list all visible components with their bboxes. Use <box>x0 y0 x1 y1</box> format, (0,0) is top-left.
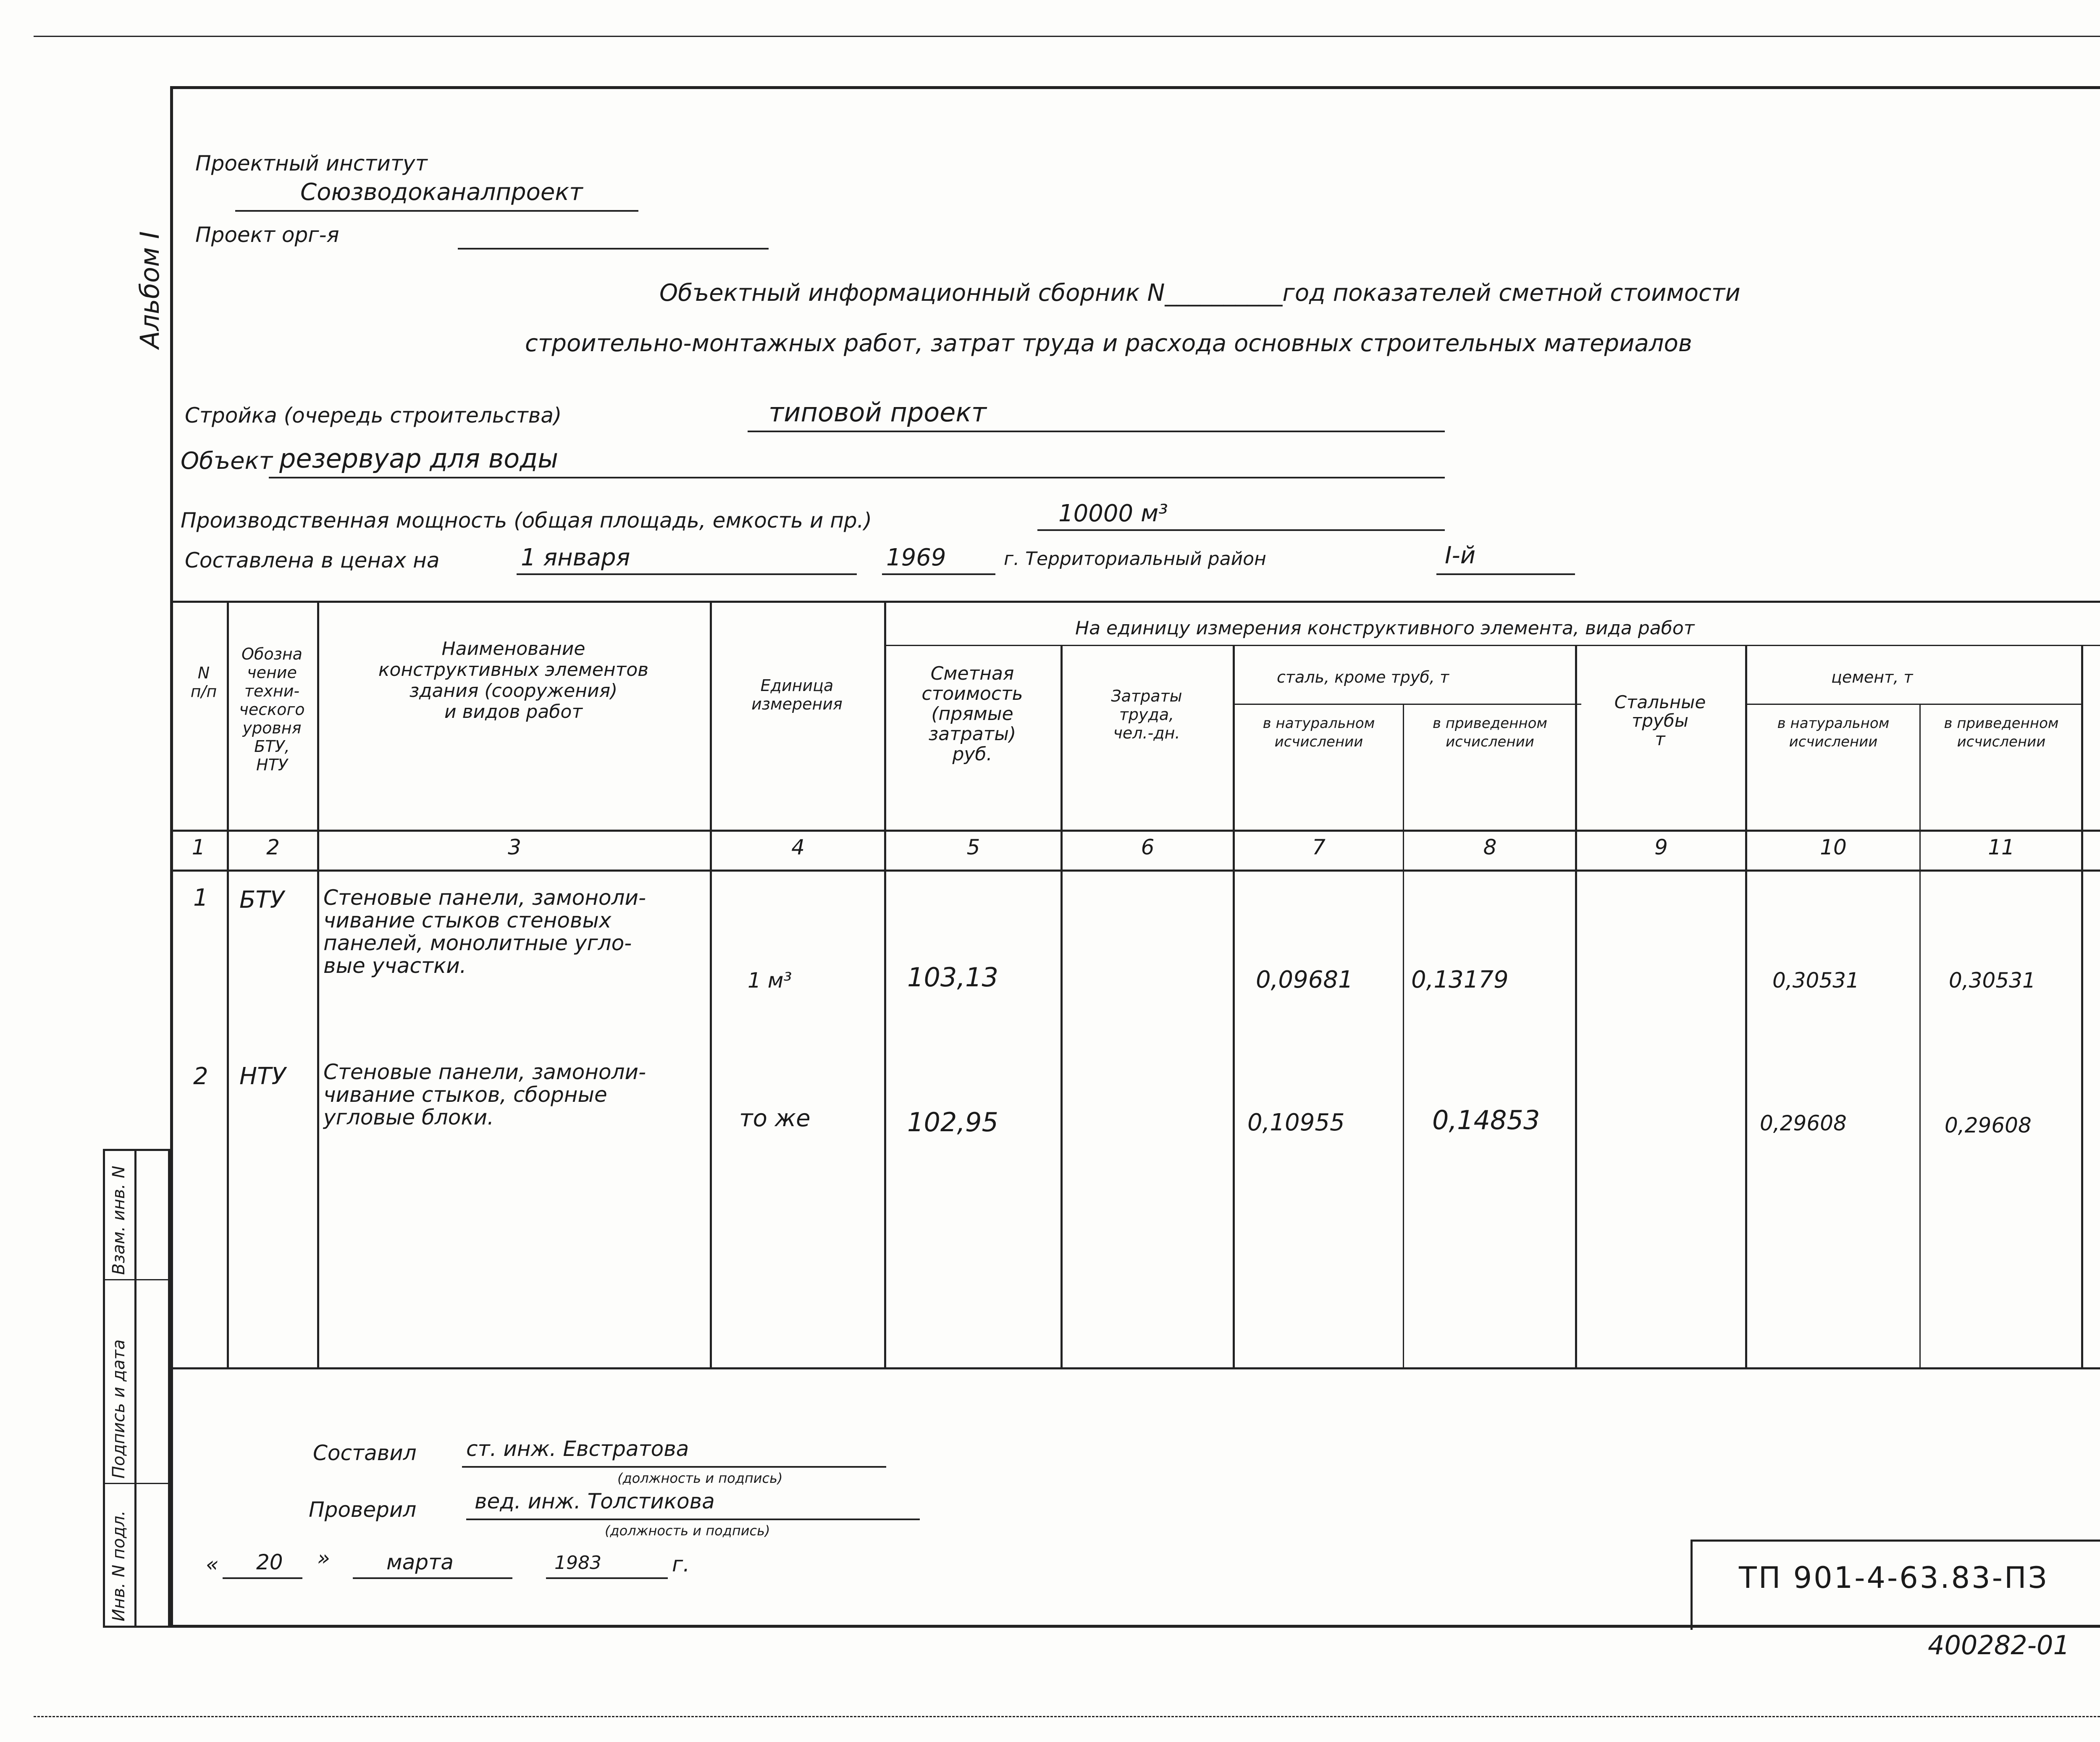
row-1-unit: 1 м³ <box>748 968 792 993</box>
col-header-5: Сметная стоимость (прямые затраты) руб. <box>921 663 1023 765</box>
row-2-unit: то же <box>739 1105 811 1132</box>
row-1-n: 1 <box>193 884 208 912</box>
col-num-5: 5 <box>966 835 980 859</box>
row-2-steel-nat: 0,10955 <box>1247 1109 1345 1136</box>
group-header: На единицу измерения конструктивного элемента, вида работ <box>1075 617 1695 639</box>
row-1-name: Стеновые панели, замоноли- чивание стыков стеновых панелей, монолитные угло- вые участки. <box>323 885 646 978</box>
checked-caption: (должность и подпись) <box>605 1523 770 1539</box>
album-label: Альбом I <box>134 231 165 349</box>
object-value: резервуар для воды <box>279 443 559 474</box>
col-header-9: Стальные трубы т <box>1614 692 1706 749</box>
col-num-11: 11 <box>1988 835 2015 859</box>
col-num-6: 6 <box>1141 835 1155 859</box>
col-num-2: 2 <box>266 835 280 859</box>
col-num-10: 10 <box>1820 835 1847 859</box>
row-1-cement-nat: 0,30531 <box>1772 968 1859 993</box>
col-header-11: в приведенном исчислении <box>1944 715 2059 750</box>
col-header-6: Затраты труда, чел.-дн. <box>1111 687 1182 742</box>
col-header-12 <box>2083 672 2100 746</box>
row-1-steel-nat: 0,09681 <box>1256 966 1353 993</box>
drawing-frame <box>170 86 2100 1628</box>
prices-year: 1969 <box>886 544 946 571</box>
institute-label: Проектный институт <box>195 151 428 176</box>
doc-code: ТП 901-4-63.83-ПЗ <box>1739 1561 2049 1595</box>
cement-header: цемент, т <box>1831 668 1913 686</box>
date-quote-open: « <box>206 1552 219 1576</box>
composed-value: ст. инж. Евстратова <box>466 1437 689 1461</box>
date-quote-close: » <box>317 1546 330 1570</box>
row-2-steel-priv: 0,14853 <box>1432 1105 1540 1135</box>
row-2-level: НТУ <box>239 1063 286 1090</box>
checked-label: Проверил <box>309 1498 417 1522</box>
stroyka-label: Стройка (очередь строительства) <box>185 403 562 428</box>
col-num-9: 9 <box>1654 835 1668 859</box>
col-header-3: Наименование конструктивных элементов здания (сооружения) и видов работ <box>378 638 649 723</box>
col-header-1: N п/п <box>190 664 217 701</box>
date-suffix: г. <box>672 1552 690 1576</box>
col-header-4: Единица измерения <box>751 676 843 713</box>
col-num-1: 1 <box>192 835 205 859</box>
project-org-label: Проект орг-я <box>195 223 339 247</box>
row-1-level: БТУ <box>239 886 284 914</box>
prices-date: 1 января <box>521 544 630 571</box>
row-1-cement-priv: 0,30531 <box>1949 968 2036 993</box>
col-num-3: 3 <box>508 835 521 859</box>
region-value: I-й <box>1445 542 1476 569</box>
col-num-4: 4 <box>791 835 805 859</box>
date-year: 1983 <box>554 1552 601 1574</box>
col-header-7: в натуральном исчислении <box>1263 715 1375 750</box>
col-header-8: в приведенном исчислении <box>1432 715 1548 750</box>
row-2-n: 2 <box>193 1063 208 1090</box>
stroyka-value: типовой проект <box>769 397 987 428</box>
row-2-cost: 102,95 <box>907 1107 998 1138</box>
side-inv-orig: Инв. N подл. <box>109 1510 129 1621</box>
region-label: г. Территориальный район <box>1004 548 1266 570</box>
col-num-8: 8 <box>1483 835 1497 859</box>
collection-title-line1: Объектный информационный сборник N__________год показателей сметной стоимости <box>659 279 1740 307</box>
row-1-cost: 103,13 <box>907 962 998 993</box>
row-2-cement-nat: 0,29608 <box>1760 1111 1847 1135</box>
institute-name: Союзводоканалпроект <box>300 179 583 206</box>
col-header-2: Обозна чение техни- ческого уровня БТУ, НТУ <box>239 645 305 774</box>
col-num-12 <box>2083 838 2100 857</box>
col-num-7: 7 <box>1312 835 1326 859</box>
capacity-value: 10000 м³ <box>1058 500 1168 527</box>
checked-value: вед. инж. Толстикова <box>475 1489 715 1513</box>
side-sign-date: Подпись и дата <box>109 1339 129 1479</box>
composed-label: Составил <box>313 1441 417 1465</box>
row-2-name: Стеновые панели, замоноли- чивание стыков, сборные угловые блоки. <box>323 1060 646 1130</box>
collection-title-line2: строительно-монтажных работ, затрат труда и расхода основных строительных материалов <box>525 330 1692 357</box>
row-2-cement-priv: 0,29608 <box>1945 1113 2032 1138</box>
prices-label: Составлена в ценах на <box>185 548 440 573</box>
archive-number: 400282-01 <box>1928 1630 2070 1661</box>
date-month: марта <box>386 1550 454 1574</box>
date-day: 20 <box>256 1550 283 1574</box>
col-header-10: в натуральном исчислении <box>1777 715 1890 750</box>
side-inv-instead: Взам. инв. N <box>109 1166 129 1275</box>
steel-header: сталь, кроме труб, т <box>1277 668 1449 686</box>
object-label: Объект <box>181 447 273 475</box>
row-1-steel-priv: 0,13179 <box>1411 966 1509 993</box>
capacity-label: Производственная мощность (общая площадь, емкость и пр.) <box>181 508 872 533</box>
composed-caption: (должность и подпись) <box>617 1470 783 1486</box>
